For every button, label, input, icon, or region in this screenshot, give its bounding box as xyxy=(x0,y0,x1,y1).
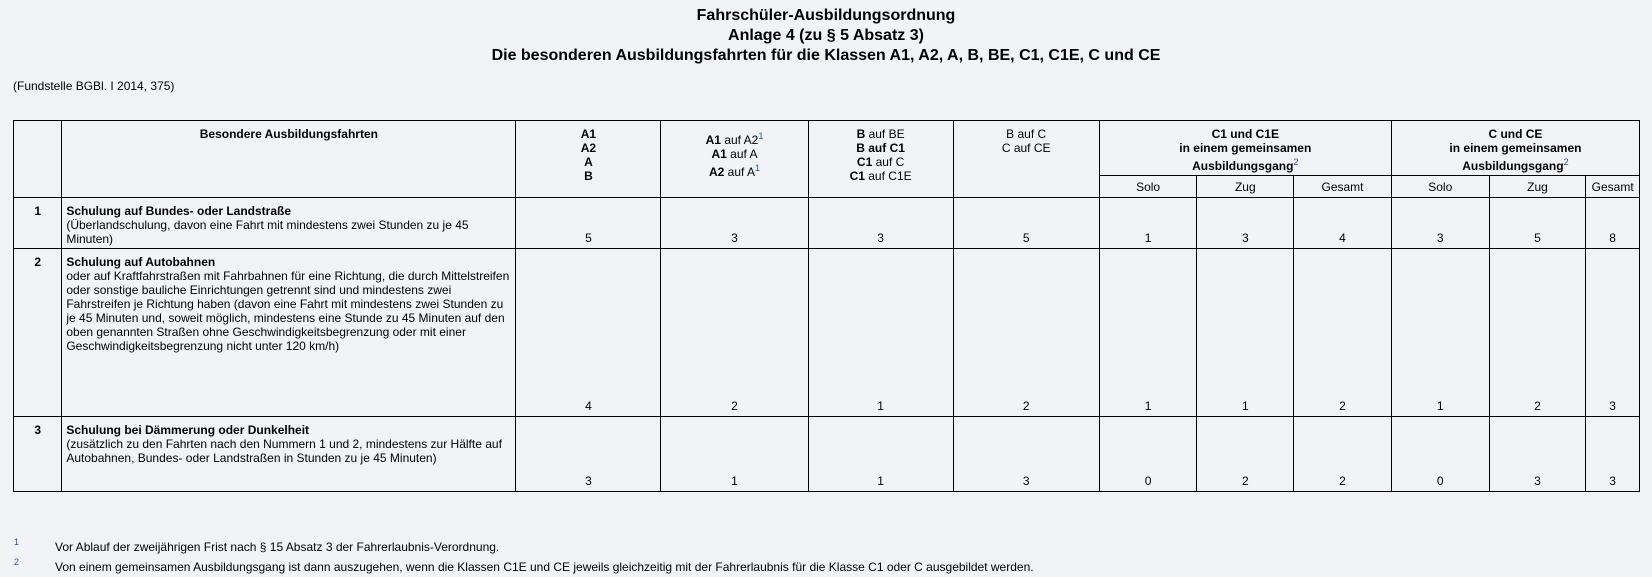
source-reference: (Fundstelle BGBl. I 2014, 375) xyxy=(13,79,175,93)
row-number: 3 xyxy=(14,417,62,492)
header-a-upgrade: A1 auf $A2^1$ A1 auf A A2 auf $A^1$ xyxy=(661,121,808,198)
footnote-mark: 2 xyxy=(14,557,20,567)
subheader-solo: Solo xyxy=(1391,176,1489,198)
row-description: Schulung auf Bundes- oder Landstraße (Überlandschulung, davon eine Fahrt mit mindestens zwei Stunden zu je 45 Minuten) xyxy=(62,198,516,249)
value-cell: 1 xyxy=(1391,249,1489,417)
table-row xyxy=(14,417,1640,492)
subheader-gesamt: Gesamt xyxy=(1294,176,1392,198)
title-line-3: Die besonderen Ausbildungsfahrten für die Klassen A1, A2, A, B, BE, C1, C1E, C und CE xyxy=(491,47,1161,64)
subheader-gesamt: Gesamt xyxy=(1586,176,1640,198)
title-line-1: Fahrschüler-Ausbildungsordnung xyxy=(696,7,956,24)
row-number: 1 xyxy=(14,198,62,249)
header-b-upgrade: B auf BE B auf C1 C1 auf C C1 auf C1E xyxy=(808,121,953,198)
value-cell: 4 xyxy=(516,249,661,417)
footnote-text: Vor Ablauf der zweijährigen Frist nach § 15 Absatz 3 der Fahrerlaubnis-Verordnung. xyxy=(55,540,500,554)
document-title xyxy=(0,6,1652,66)
title-line-2: Anlage 4 (zu § 5 Absatz 3) xyxy=(728,27,924,44)
value-cell: 3 xyxy=(808,198,953,249)
value-cell: 3 xyxy=(953,417,1099,492)
value-cell: 2 xyxy=(1294,249,1392,417)
value-cell: 2 xyxy=(1489,249,1586,417)
header-classes: A1 A2 A B xyxy=(516,121,661,198)
value-cell: 4 xyxy=(1294,198,1392,249)
training-table xyxy=(13,120,1640,492)
table-row xyxy=(14,249,1640,417)
value-cell: 1 xyxy=(808,249,953,417)
value-cell: 1 xyxy=(1197,249,1294,417)
value-cell: 3 xyxy=(661,198,808,249)
header-row xyxy=(14,121,1640,176)
header-description: Besondere Ausbildungsfahrten xyxy=(62,121,516,198)
header-c-upgrade: B auf C C auf CE xyxy=(953,121,1099,198)
table-row xyxy=(14,198,1640,249)
subheader-zug: Zug xyxy=(1489,176,1586,198)
subheader-solo: Solo xyxy=(1099,176,1197,198)
value-cell: 1 xyxy=(1099,198,1197,249)
value-cell: 5 xyxy=(516,198,661,249)
header-group-c1: C1 und C1E in einem gemeinsamen Ausbildungsgang$^2$ xyxy=(1099,121,1391,176)
value-cell: 2 xyxy=(953,249,1099,417)
value-cell: 2 xyxy=(1197,417,1294,492)
value-cell: 3 xyxy=(1197,198,1294,249)
value-cell: 2 xyxy=(1294,417,1392,492)
footnote-text: Von einem gemeinsamen Ausbildungsgang ist dann auszugehen, wenn die Klassen C1E und CE jeweils gleichzeitig mit der Fahrerlaubnis für die Klasse C1 oder C ausgebildet werden. xyxy=(55,560,1034,574)
row-description: Schulung auf Autobahnen oder auf Kraftfahrstraßen mit Fahrbahnen für eine Richtung, die durch Mittelstreifen oder sonstige bauliche Einrichtungen getrennt sind und mindestens zwei Fahrstreifen je Richtung haben (davon eine Fahrt mit mindestens zwei Stunden zu je 45 Minuten und, soweit möglich, mindestens eine Stunde zu 45 Minuten auf den oben genannten Straßen ohne Geschwindigkeitsbegrenzung oder mit einer Geschwindigkeitsbegrenzung nicht unter 120 km/h) xyxy=(62,249,516,417)
row-number: 2 xyxy=(14,249,62,417)
value-cell: 2 xyxy=(661,249,808,417)
value-cell: 8 xyxy=(1586,198,1640,249)
value-cell: 1 xyxy=(661,417,808,492)
value-cell: 3 xyxy=(516,417,661,492)
header-num-cell xyxy=(14,121,62,198)
value-cell: 1 xyxy=(1099,249,1197,417)
value-cell: 1 xyxy=(808,417,953,492)
value-cell: 3 xyxy=(1391,198,1489,249)
footnote-mark: 1 xyxy=(14,537,20,547)
value-cell: 0 xyxy=(1099,417,1197,492)
value-cell: 0 xyxy=(1391,417,1489,492)
value-cell: 5 xyxy=(1489,198,1586,249)
value-cell: 3 xyxy=(1489,417,1586,492)
value-cell: 3 xyxy=(1586,249,1640,417)
value-cell: 5 xyxy=(953,198,1099,249)
header-group-c: C und CE in einem gemeinsamen Ausbildungsgang$^2$ xyxy=(1391,121,1639,176)
subheader-zug: Zug xyxy=(1197,176,1294,198)
row-description: Schulung bei Dämmerung oder Dunkelheit (zusätzlich zu den Fahrten nach den Nummern 1 und 2, mindestens zur Hälfte auf Autobahnen, Bundes- oder Landstraßen in Stunden zu je 45 Minuten) xyxy=(62,417,516,492)
value-cell: 3 xyxy=(1586,417,1640,492)
